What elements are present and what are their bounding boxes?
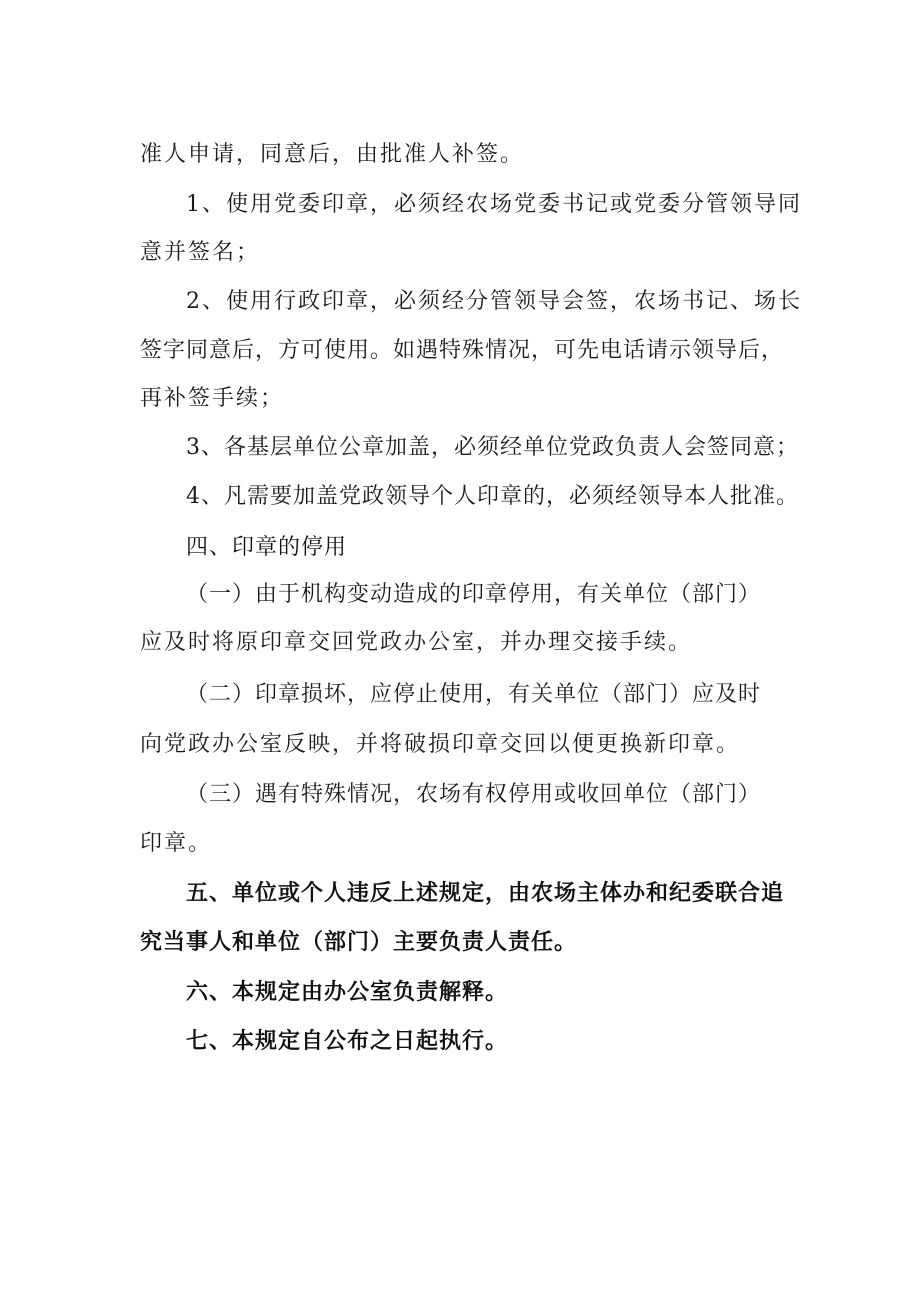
clause-1-line-2: 意并签名； — [140, 240, 261, 265]
text-line-continuation: 准人申请，同意后，由批准人补签。 — [140, 142, 525, 167]
section-four-item-3-line-1: （三）遇有特殊情况，农场有权停用或收回单位（部门） — [186, 782, 762, 807]
clause-2-line-2: 签字同意后，方可使用。如遇特殊情况，可先电话请示领导后， — [140, 338, 785, 363]
section-seven: 七、本规定自公布之日起执行。 — [186, 1029, 509, 1054]
section-four-item-1-line-2: 应及时将原印章交回党政办公室，并办理交接手续。 — [140, 630, 693, 655]
clause-4: 4、凡需要加盖党政领导个人印章的，必须经领导本人批准。 — [186, 484, 799, 509]
section-five-line-1: 五、单位或个人违反上述规定，由农场主体办和纪委联合追 — [186, 881, 785, 906]
section-four-item-2-line-1: （二）印章损坏，应停止使用，有关单位（部门）应及时 — [186, 682, 762, 707]
section-six: 六、本规定由办公室负责解释。 — [186, 980, 509, 1005]
clause-1-line-1: 1、使用党委印章，必须经农场党委书记或党委分管领导同 — [186, 192, 802, 217]
section-five-line-2: 究当事人和单位（部门）主要负责人责任。 — [140, 930, 578, 955]
clause-3: 3、各基层单位公章加盖，必须经单位党政负责人会签同意； — [186, 435, 799, 460]
section-four-item-2-line-2: 向党政办公室反映，并将破损印章交回以便更换新印章。 — [140, 732, 741, 757]
clause-2-line-1: 2、使用行政印章，必须经分管领导会签，农场书记、场长 — [186, 289, 802, 314]
clause-2-line-3: 再补签手续； — [140, 386, 285, 411]
section-four-item-3-line-2: 印章。 — [140, 831, 213, 856]
section-four-item-1-line-1: （一）由于机构变动造成的印章停用，有关单位（部门） — [186, 582, 762, 607]
section-four-heading: 四、印章的停用 — [186, 535, 348, 560]
